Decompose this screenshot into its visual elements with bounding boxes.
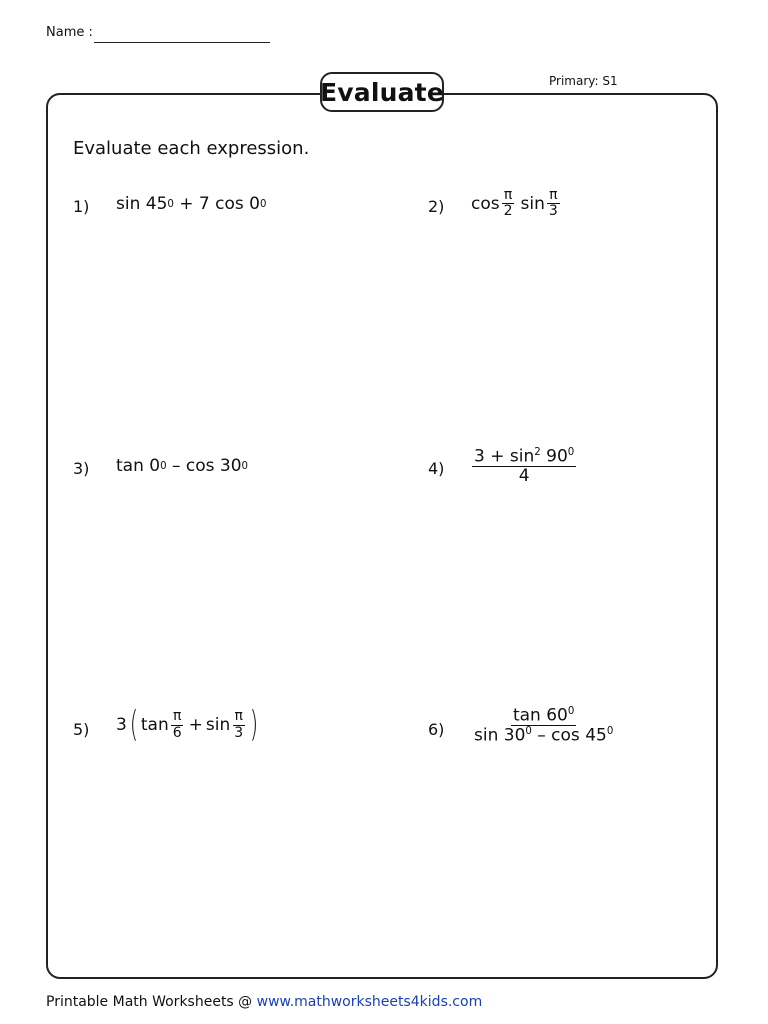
expr-text: tan xyxy=(140,715,169,735)
question-expression-3 xyxy=(116,456,248,476)
expr-text: + 7 cos 0 xyxy=(173,194,260,214)
fraction-numerator: π xyxy=(549,187,558,203)
degree: 0 xyxy=(606,726,614,738)
fraction xyxy=(472,706,615,746)
question-number: 3) xyxy=(73,459,90,478)
footer-text: Printable Math Worksheets @ xyxy=(46,994,257,1010)
worksheet-frame xyxy=(46,93,718,979)
exponent: 2 xyxy=(534,447,541,458)
level-label: Primary: S1 xyxy=(549,74,618,88)
fraction-denominator: 2 xyxy=(503,203,513,220)
fraction-denominator xyxy=(472,726,615,745)
question-expression-1 xyxy=(116,194,266,214)
degree: 0 xyxy=(567,706,575,717)
name-label: Name : xyxy=(46,25,93,40)
question-expression-6 xyxy=(470,706,617,746)
expr-text: – cos 45 xyxy=(531,726,607,746)
question-expression-5 xyxy=(116,704,261,745)
fraction-denominator: 3 xyxy=(234,724,244,741)
expr-text: sin 30 xyxy=(474,726,526,746)
plus-sign: + xyxy=(188,715,203,735)
worksheet-title: Evaluate xyxy=(320,72,444,112)
question-number: 2) xyxy=(428,197,445,216)
question-number: 5) xyxy=(73,720,90,739)
question-expression-4 xyxy=(470,447,578,486)
fraction-denominator: 3 xyxy=(548,203,558,220)
footer-link[interactable]: www.mathworksheets4kids.com xyxy=(256,994,483,1010)
instructions: Evaluate each expression. xyxy=(73,138,310,159)
right-paren: ) xyxy=(249,704,259,745)
expr-text: cos xyxy=(471,193,500,214)
fraction-denominator: 4 xyxy=(518,466,530,487)
expr-text: tan 0 xyxy=(116,456,161,476)
degree: 0 xyxy=(567,447,575,458)
fraction xyxy=(171,709,184,741)
expr-text: sin xyxy=(520,193,545,214)
degree: 0 xyxy=(241,460,248,472)
fraction xyxy=(232,709,245,741)
fraction-denominator: 6 xyxy=(172,724,182,741)
question-number: 6) xyxy=(428,720,445,739)
fraction-numerator: π xyxy=(234,708,243,725)
left-paren: ( xyxy=(129,704,139,745)
question-expression-2 xyxy=(471,188,562,220)
degree: 0 xyxy=(167,198,174,210)
question-number: 1) xyxy=(73,197,90,216)
footer xyxy=(46,994,482,1010)
degree: 0 xyxy=(160,460,167,472)
fraction xyxy=(502,188,515,220)
fraction-numerator: π xyxy=(172,708,182,725)
expr-text: 3 + sin xyxy=(474,446,535,467)
name-field[interactable] xyxy=(94,42,270,43)
question-number: 4) xyxy=(428,459,445,478)
fraction xyxy=(472,447,576,486)
degree: 0 xyxy=(525,726,532,738)
degree: 0 xyxy=(259,198,267,210)
fraction-numerator xyxy=(511,706,576,726)
expr-text: sin xyxy=(205,715,231,735)
fraction xyxy=(547,188,560,220)
expr-text: sin 45 xyxy=(116,194,168,214)
fraction-numerator: π xyxy=(503,187,513,203)
expr-text: tan 60 xyxy=(512,705,568,726)
fraction-numerator xyxy=(472,447,576,467)
expr-text: 3 xyxy=(116,715,127,735)
expr-text: 90 xyxy=(540,446,568,467)
expr-text: – cos 30 xyxy=(166,456,242,476)
